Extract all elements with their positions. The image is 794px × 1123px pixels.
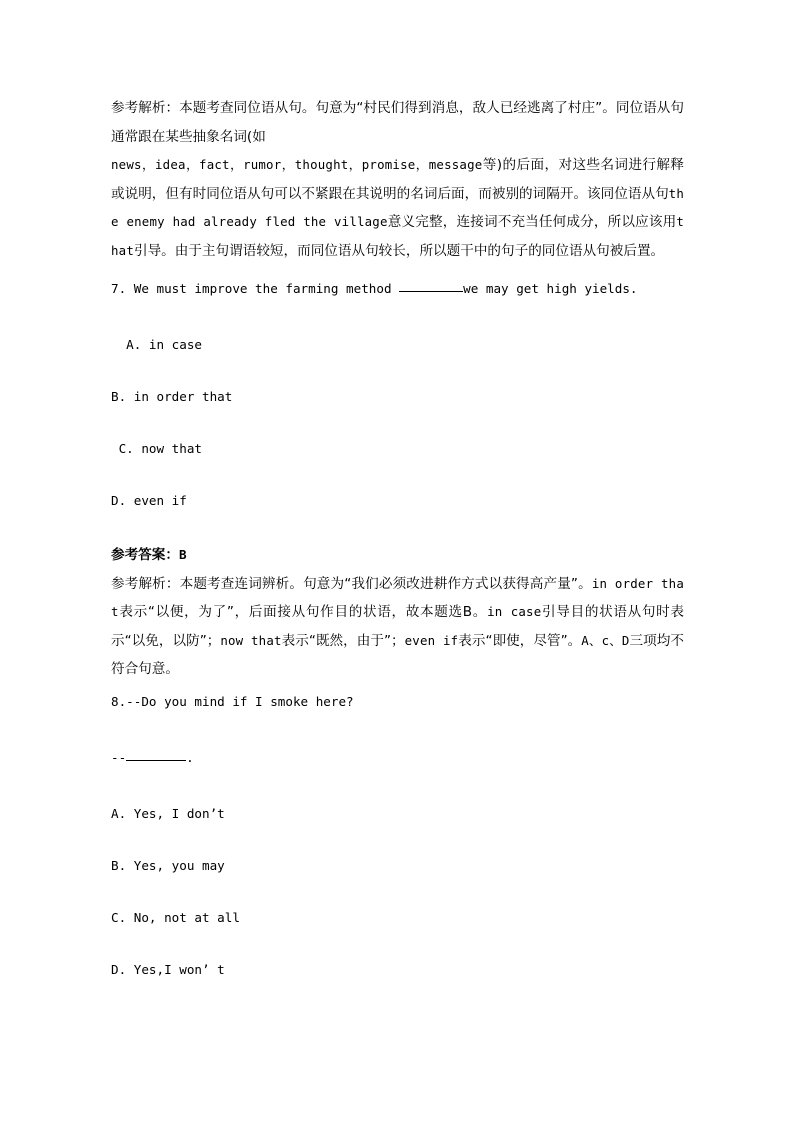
question-7-option-b[interactable]: B. in order that <box>111 389 233 404</box>
question-8-option-d[interactable]: D. Yes,I won’ t <box>111 961 225 977</box>
explanation-clause-2: that <box>111 214 684 258</box>
explanation-noun-list: news，idea，fact，rumor，thought，promise，message <box>111 157 483 172</box>
question-7-answer <box>111 541 684 570</box>
explanation-7-part-1: 本题考查连词辨析。句意为“我们必须改进耕作方式以获得高产量”。 <box>179 575 592 592</box>
spacer <box>111 710 684 750</box>
document-content <box>111 94 684 978</box>
spacer <box>111 509 684 541</box>
explanation-7-label: 参考解析： <box>111 575 180 592</box>
explanation-text-part-3: 意义完整，连接词不充当任何成分，所以应该用 <box>387 214 677 230</box>
spacer <box>111 766 684 806</box>
spacer <box>111 353 684 389</box>
question-7-stem <box>111 281 684 297</box>
explanation-text-part-1: 本题考查同位语从句。句意为“村民们得到消息，敌人已经逃离了村庄”。同位语从句通常跟在某些抽象名词(如 <box>111 100 684 145</box>
explanation-7-term-4: even if <box>404 632 459 648</box>
spacer <box>111 405 684 441</box>
explanation-7-part-3: 引导目的状语从句时表示“以免，以防”； <box>111 604 685 649</box>
question-7-option-d[interactable]: D. even if <box>111 493 187 508</box>
explanation-7-term-5: A、c、D <box>581 632 630 648</box>
spacer <box>111 874 684 910</box>
answer-value: B <box>178 547 187 562</box>
question-8-option-a[interactable]: A. Yes, I don’t <box>111 805 225 821</box>
explanation-7-term-3: now that <box>220 632 282 648</box>
question-8-option-b[interactable]: B. Yes, you may <box>111 857 225 873</box>
spacer <box>111 684 684 694</box>
explanation-text-part-4: 引导。由于主句谓语较短，而同位语从句较长，所以题干中的句子的同位语从句被后置。 <box>133 242 665 259</box>
question-7-stem-after: we may get high yields. <box>463 281 638 296</box>
spacer <box>111 926 684 962</box>
question-8-stem: 8.--Do you mind if I smoke here? <box>111 693 354 709</box>
answer-label: 参考答案： <box>111 547 179 563</box>
question-7-blank <box>399 291 463 292</box>
spacer <box>111 265 684 281</box>
spacer <box>111 297 684 337</box>
explanation-7-term-1: in order that <box>111 575 684 619</box>
question-8-reply-line <box>111 750 684 766</box>
question-7-explanation <box>111 570 684 684</box>
explanation-7-term-2: in case <box>487 604 542 619</box>
explanation-text-part-2: 等)的后面，对这些名词进行解释或说明，但有时同位语从句可以不紧跟在其说明的名词后面，而被别的词隔开。该同位语从句 <box>111 157 684 202</box>
question-8-blank <box>126 760 186 761</box>
spacer <box>111 822 684 858</box>
spacer <box>111 457 684 493</box>
question-8-option-c[interactable]: C. No, not at all <box>111 909 240 925</box>
explanation-clause-1: the enemy had already fled the village <box>111 185 684 229</box>
explanation-7-part-6: 三项均不符合句意。 <box>111 632 684 677</box>
question-8-reply-suffix: . <box>186 749 194 765</box>
question-7-option-c[interactable]: C. now that <box>111 441 202 456</box>
explanation-label: 参考解析： <box>111 100 180 116</box>
explanation-7-part-2: 表示“以便，为了”，后面接从句作目的状语，故本题选B。 <box>118 604 488 620</box>
question-8-reply-prefix: -- <box>111 749 127 765</box>
question-7-stem-before: 7. We must improve the farming method <box>111 281 400 296</box>
explanation-7-part-4: 表示“既然，由于”； <box>281 632 405 649</box>
explanation-paragraph-previous <box>111 94 684 265</box>
explanation-7-part-5: 表示“即使，尽管”。 <box>458 632 582 649</box>
question-7-option-a[interactable]: A. in case <box>111 337 202 352</box>
